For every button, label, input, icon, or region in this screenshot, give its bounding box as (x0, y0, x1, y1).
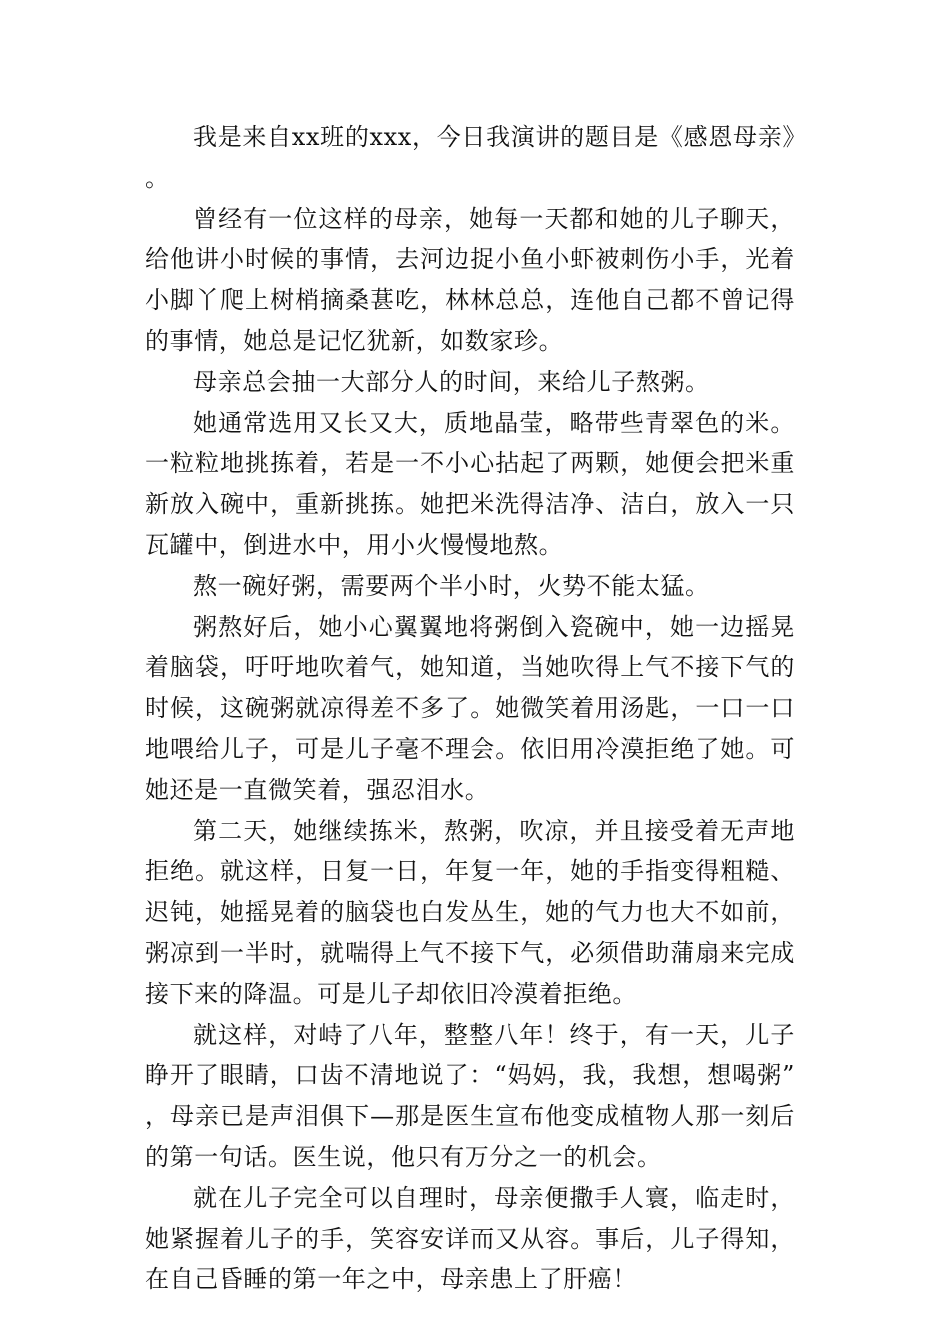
paragraph-rice-picking: 她通常选用又长又大，质地晶莹，略带些青翠色的米。一粒粒地挑拣着，若是一不小心拈起了两颗，她便会把米重新放入碗中，重新挑拣。她把米洗得洁净、洁白，放入一只瓦罐中，倒进水中，用小火慢慢地熬。 (145, 408, 795, 559)
paragraph-feeding: 粥熬好后，她小心翼翼地将粥倒入瓷碗中，她一边摇晃着脑袋，吁吁地吹着气，她知道，当她吹得上气不接下气的时候，这碗粥就凉得差不多了。她微笑着用汤匙，一口一口地喂给儿子，可是儿子毫不理会。依旧用冷漠拒绝了她。可她还是一直微笑着，强忍泪水。 (145, 612, 795, 804)
paragraph-intro: 我是来自xx班的xxx，今日我演讲的题目是《感恩母亲》。 (145, 123, 795, 192)
paragraph-porridge-time: 母亲总会抽一大部分人的时间，来给儿子熬粥。 (193, 367, 710, 396)
paragraph-awakening: 就这样，对峙了八年，整整八年！终于，有一天，儿子睁开了眼睛，口齿不清地说了：“妈妈，我，我想，想喝粥”，母亲已是声泪俱下—那是医生宣布他变成植物人那一刻后的第一句话。医生说，他只有万分之一的机会。 (145, 1020, 795, 1171)
speech-text (145, 117, 795, 1300)
paragraph-chatting: 曾经有一位这样的母亲，她每一天都和她的儿子聊天，给他讲小时候的事情，去河边捉小鱼小虾被刺伤小手，光着小脚丫爬上树梢摘桑葚吃，林林总总，连他自己都不曾记得的事情，她总是记忆犹新，如数家珍。 (145, 204, 795, 355)
paragraph-years: 第二天，她继续拣米，熬粥，吹凉，并且接受着无声地拒绝。就这样，日复一日，年复一年，她的手指变得粗糙、迟钝，她摇晃着的脑袋也白发丛生，她的气力也大不如前，粥凉到一半时，就喘得上气不接下气，必须借助蒲扇来完成接下来的降温。可是儿子却依旧冷漠着拒绝。 (145, 816, 795, 1008)
paragraph-ending: 就在儿子完全可以自理时，母亲便撒手人寰，临走时，她紧握着儿子的手，笑容安详而又从容。事后，儿子得知，在自己昏睡的第一年之中，母亲患上了肝癌！ (145, 1183, 795, 1294)
paragraph-cooking: 熬一碗好粥，需要两个半小时，火势不能太猛。 (193, 571, 710, 600)
